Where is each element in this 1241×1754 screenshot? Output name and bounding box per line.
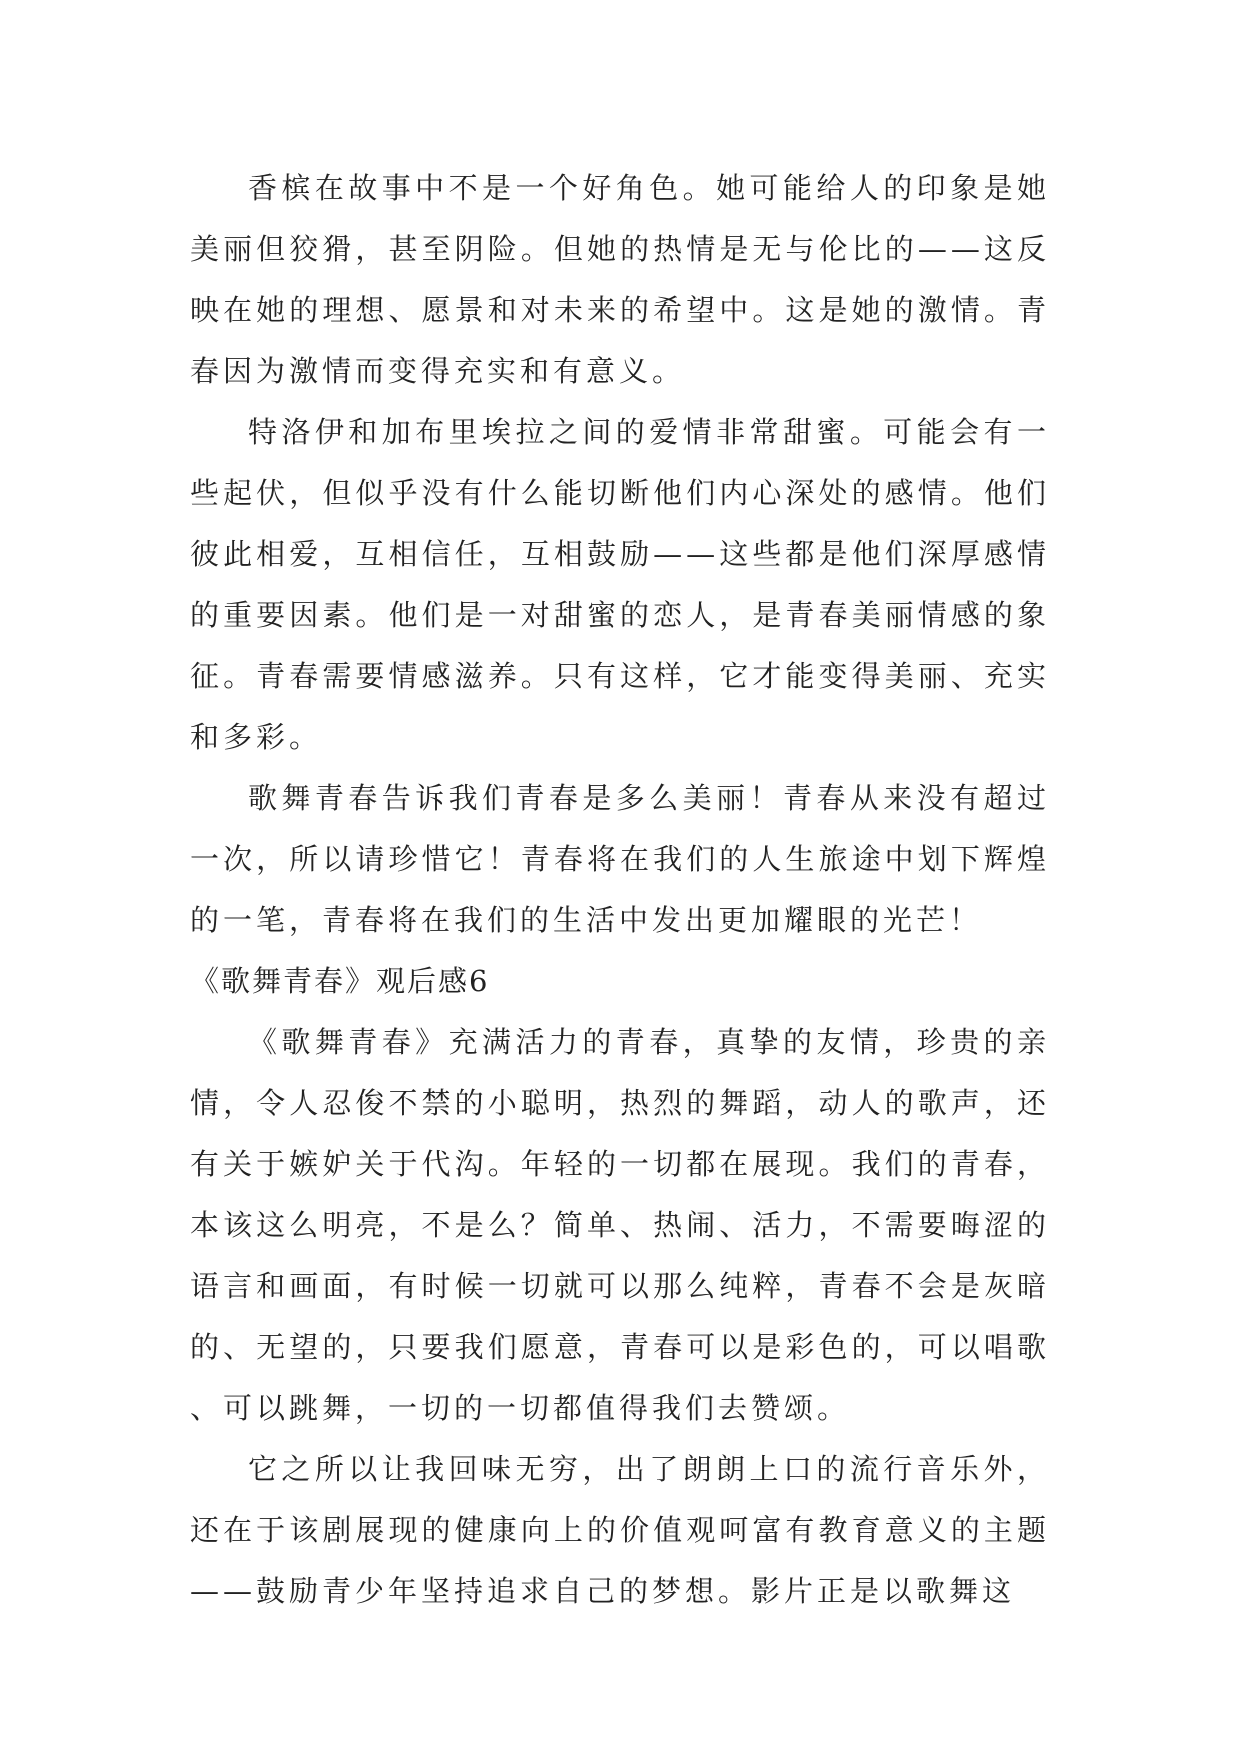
section-heading: 《歌舞青春》观后感6 [190, 964, 490, 998]
paragraph-youth-beauty: 歌舞青春告诉我们青春是多么美丽！青春从来没有超过一次，所以请珍惜它！青春将在我们的人生旅途中划下辉煌的一笔，青春将在我们的生活中发出更加耀眼的光芒！ [190, 781, 1050, 937]
paragraph-champagne: 香槟在故事中不是一个好角色。她可能给人的印象是她美丽但狡猾，甚至阴险。但她的热情是无与伦比的——这反映在她的理想、愿景和对未来的希望中。这是她的激情。青春因为激情而变得充实和有意义。 [190, 171, 1050, 388]
paragraph-review-vitality: 《歌舞青春》充满活力的青春，真挚的友情，珍贵的亲情，令人忍俊不禁的小聪明，热烈的舞蹈，动人的歌声，还有关于嫉妒关于代沟。年轻的一切都在展现。我们的青春，本该这么明亮，不是么？简单、热闹、活力，不需要晦涩的语言和画面，有时候一切就可以那么纯粹，青春不会是灰暗的、无望的，只要我们愿意，青春可以是彩色的，可以唱歌、可以跳舞，一切的一切都值得我们去赞颂。 [190, 1025, 1050, 1425]
paragraph-review-values: 它之所以让我回味无穷，出了朗朗上口的流行音乐外，还在于该剧展现的健康向上的价值观呵富有教育意义的主题——鼓励青少年坚持追求自己的梦想。影片正是以歌舞这 [190, 1452, 1050, 1608]
paragraph-troy-gabriella: 特洛伊和加布里埃拉之间的爱情非常甜蜜。可能会有一些起伏，但似乎没有什么能切断他们内心深处的感情。他们彼此相爱，互相信任，互相鼓励——这些都是他们深厚感情的重要因素。他们是一对甜蜜的恋人，是青春美丽情感的象征。青春需要情感滋养。只有这样，它才能变得美丽、充实和多彩。 [190, 415, 1050, 754]
document-body [190, 158, 1050, 1622]
